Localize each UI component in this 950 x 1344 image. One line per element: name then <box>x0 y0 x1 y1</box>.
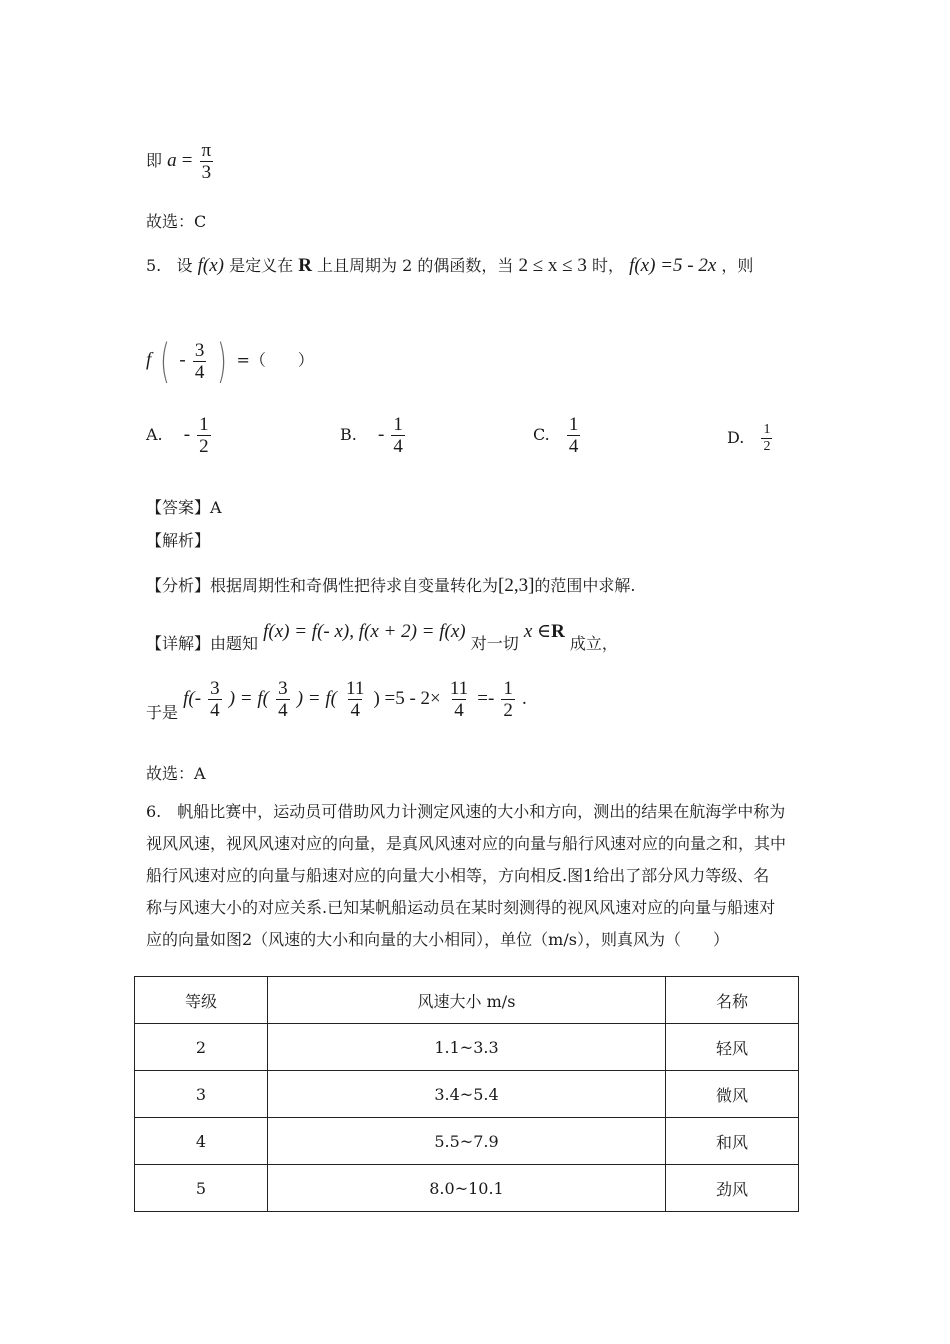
q5-function-def: f(x) =5 - 2x <box>629 255 717 276</box>
select-c: 故选：C <box>146 212 207 231</box>
fraction-denominator: 4 <box>210 700 220 721</box>
fraction-numerator: 1 <box>199 414 209 435</box>
q5-fx: f(x) <box>197 255 225 276</box>
thus-prefix: 于是 <box>146 703 179 722</box>
q5-ask-neg: - <box>179 349 186 371</box>
table-cell-name: 劲风 <box>666 1165 799 1212</box>
detail-suffix: 成立， <box>569 634 618 653</box>
q5-ask-f: f <box>146 349 152 371</box>
fraction-denominator: 2 <box>503 700 513 721</box>
thus-fraction-3 <box>344 678 366 721</box>
q5-ask-fraction <box>193 340 207 383</box>
table-row <box>135 1165 799 1212</box>
table-header-cell: 名称 <box>666 977 799 1024</box>
fraction-denominator: 2 <box>763 439 771 454</box>
table-cell-grade: 2 <box>135 1024 268 1071</box>
detail-x-in: x ∈ <box>523 621 552 642</box>
option-c[interactable] <box>533 414 582 457</box>
thus-fraction-5 <box>501 678 515 721</box>
analysis-prefix: 【分析】根据周期性和奇偶性把待求自变量转化为 <box>146 576 499 595</box>
q6-line: 称与风速大小的对应关系.已知某帆船运动员在某时刻测得的视风风速对应的向量与船速对 <box>146 898 776 917</box>
table-row <box>135 1118 799 1165</box>
thus-fraction-4 <box>448 678 470 721</box>
table-header-row <box>135 977 799 1024</box>
fraction-numerator: 1 <box>763 422 771 437</box>
fraction-numerator: 1 <box>393 414 403 435</box>
option-fraction <box>197 414 211 457</box>
equals: = <box>181 150 193 171</box>
detail-formula: f(x) = f(- x), f(x + 2) = f(x) <box>263 621 466 642</box>
line-a-prefix: 即 <box>146 151 163 170</box>
fraction-denominator: 4 <box>568 436 579 457</box>
q5-text-5: ，则 <box>721 256 754 275</box>
thus-part-a: f(- <box>183 688 202 709</box>
table-cell-speed: 5.5~7.9 <box>267 1118 665 1165</box>
fraction-numerator: π <box>201 140 212 161</box>
table-cell-grade: 4 <box>135 1118 268 1165</box>
thus-part-b: ) = f( <box>228 688 269 709</box>
fraction-denominator: 4 <box>393 436 403 457</box>
thus-part-c: ) = f( <box>296 688 337 709</box>
q6-line: 应的向量如图2（风速的大小和向量的大小相同），单位（m/s），则真风为（ ） <box>146 930 729 949</box>
fraction-denominator: 4 <box>454 700 464 721</box>
q6-paragraph <box>146 796 806 956</box>
table-cell-name: 微风 <box>666 1071 799 1118</box>
analysis-heading: 【解析】 <box>146 531 211 550</box>
line-a-value <box>146 140 215 183</box>
q5-ask-tail: =（ ） <box>236 350 314 370</box>
option-fraction <box>761 422 772 455</box>
q6-line: 船行风速对应的向量与船速对应的向量大小相等，方向相反.图1给出了部分风力等级、名 <box>146 866 770 885</box>
wind-scale-table <box>134 976 799 1212</box>
option-label: C. <box>533 425 550 444</box>
fraction-numerator: 1 <box>503 678 513 699</box>
analysis-line <box>146 576 636 596</box>
thus-fraction-2 <box>276 678 290 721</box>
table-cell-name: 和风 <box>666 1118 799 1165</box>
table-cell-name: 轻风 <box>666 1024 799 1071</box>
detail-mid: 对一切 <box>470 634 519 653</box>
detail-prefix: 【详解】由题知 <box>146 634 259 653</box>
option-label: A. <box>146 425 163 444</box>
detail-set-r: R <box>551 621 565 642</box>
fraction-numerator: 3 <box>210 678 220 699</box>
analysis-interval: [2,3] <box>498 575 535 596</box>
q5-condition: 2 ≤ x ≤ 3 <box>518 255 587 276</box>
option-label: B. <box>340 425 357 444</box>
q5-number: 5. <box>146 256 162 275</box>
option-label: D. <box>727 428 745 447</box>
table-header-cell: 等级 <box>135 977 268 1024</box>
thus-line <box>146 678 527 721</box>
q5-set-r: R <box>298 255 312 276</box>
table-header-cell: 风速大小 m/s <box>267 977 665 1024</box>
left-paren: ( <box>160 334 171 388</box>
thus-period: . <box>522 688 527 709</box>
option-a[interactable] <box>146 414 213 457</box>
detail-line <box>146 621 618 653</box>
fraction-pi-3 <box>200 140 214 183</box>
fraction-numerator: 1 <box>568 414 579 435</box>
q5-text-4: 时， <box>591 256 624 275</box>
fraction-denominator: 2 <box>199 436 209 457</box>
fraction-numerator: 11 <box>346 678 365 699</box>
fraction-denominator: 4 <box>194 361 205 383</box>
q5-stem <box>146 256 753 276</box>
thus-part-e: =- <box>477 688 495 709</box>
table-cell-grade: 3 <box>135 1071 268 1118</box>
table-cell-grade: 5 <box>135 1165 268 1212</box>
table-cell-speed: 8.0~10.1 <box>267 1165 665 1212</box>
q6-line: 6. 帆船比赛中，运动员可借助风力计测定风速的大小和方向，测出的结果在航海学中称为 <box>146 802 786 821</box>
table-row <box>135 1071 799 1118</box>
fraction-numerator: 3 <box>194 339 205 361</box>
thus-part-d: ) =5 - 2× <box>373 688 441 709</box>
var-a: a <box>167 150 177 171</box>
fraction-denominator: 4 <box>278 700 288 721</box>
option-sign: - <box>377 424 385 445</box>
thus-fraction-1 <box>208 678 222 721</box>
fraction-denominator: 4 <box>350 700 360 721</box>
fraction-denominator: 3 <box>201 162 212 183</box>
q5-text-3: 上且周期为 2 的偶函数，当 <box>317 256 514 275</box>
option-b[interactable] <box>340 414 407 457</box>
fraction-numerator: 3 <box>278 678 288 699</box>
table-cell-speed: 1.1~3.3 <box>267 1024 665 1071</box>
q5-text-2: 是定义在 <box>229 256 294 275</box>
q6-line: 视风风速，视风风速对应的向量，是真风风速对应的向量与船行风速对应的向量之和，其中 <box>146 834 787 853</box>
fraction-numerator: 11 <box>449 678 469 699</box>
option-fraction <box>391 414 405 457</box>
select-a: 故选：A <box>146 764 206 783</box>
option-d[interactable] <box>727 422 774 455</box>
q5-question-expression <box>146 334 314 388</box>
option-fraction <box>567 414 581 457</box>
option-sign: - <box>183 424 191 445</box>
q5-text-1: 设 <box>176 256 193 275</box>
table-cell-speed: 3.4~5.4 <box>267 1071 665 1118</box>
answer-line: 【答案】A <box>146 498 222 517</box>
right-paren: ) <box>217 334 228 388</box>
table-row <box>135 1024 799 1071</box>
analysis-suffix: 的范围中求解. <box>534 576 636 595</box>
